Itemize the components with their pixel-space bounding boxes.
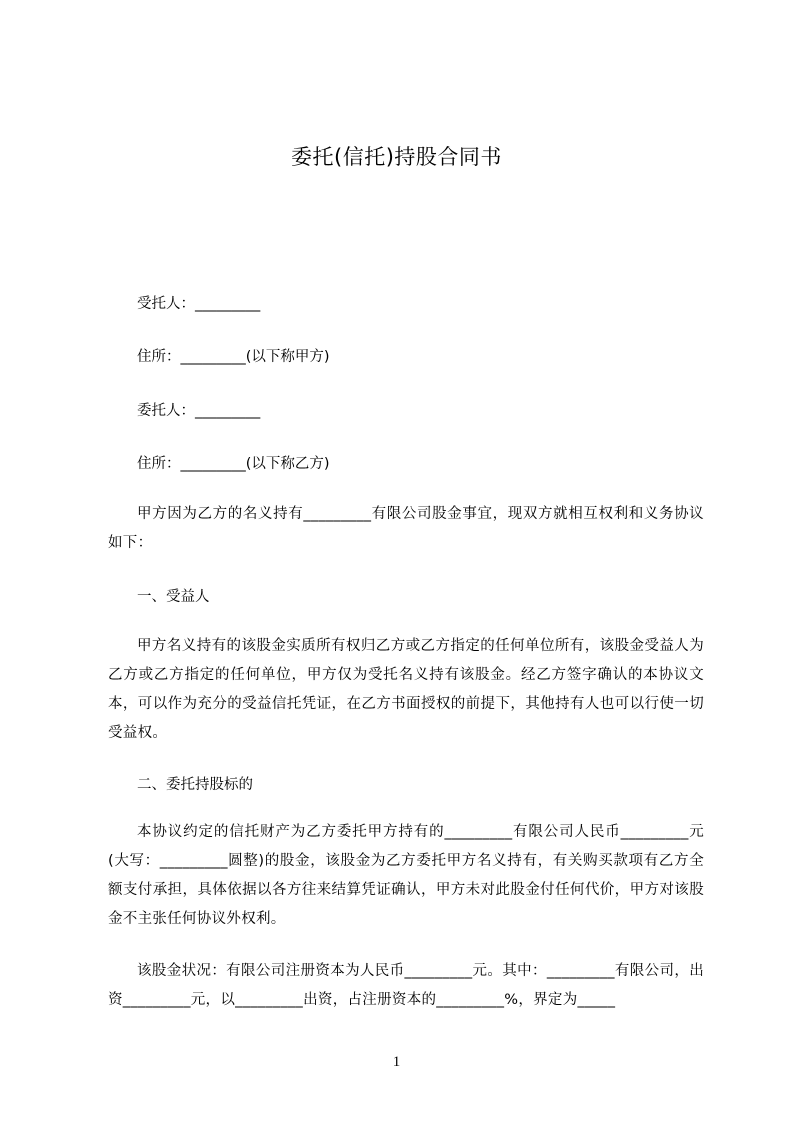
preamble-paragraph: 甲方因为乙方的名义持有_________有限公司股金事宜，现双方就相互权利和义务协议如下： xyxy=(108,506,704,551)
document-title: 委托(信托)持股合同书 xyxy=(291,145,502,169)
section2-heading: 二、委托持股标的 xyxy=(137,777,253,793)
trustor-line: 委托人：_________ xyxy=(137,403,261,419)
equity-status-paragraph: 该股金状况：有限公司注册资本为人民币_________元。其中：_________有限公司，出资_________元，以_________出资，占注册资本的_________%，界定为_____ xyxy=(108,963,704,1008)
trustee-line: 受托人：_________ xyxy=(137,296,261,312)
section1-body: 甲方名义持有的该股金实质所有权归乙方或乙方指定的任何单位所有，该股金受益人为乙方或乙方指定的任何单位，甲方仅为受托名义持有该股金。经乙方签字确认的本协议文本，可以作为充分的受益信托凭证，在乙方书面授权的前提下，其他持有人也可以行使一切受益权。 xyxy=(108,638,704,741)
page-number: 1 xyxy=(392,1054,401,1070)
section1-heading: 一、受益人 xyxy=(137,589,210,605)
section2-body: 本协议约定的信托财产为乙方委托甲方持有的_________有限公司人民币_________元(大写：_________圆整)的股金，该股金为乙方委托甲方名义持有，有关购买款项有乙方全额支付承担，具体依据以各方往来结算凭证确认，甲方未对此股金付任何代价，甲方对该股金不主张任何协议外权利。 xyxy=(108,824,704,927)
trustee-address-line: 住所：_________(以下称甲方) xyxy=(137,349,330,365)
trustor-address-line: 住所：_________(以下称乙方) xyxy=(137,456,330,472)
